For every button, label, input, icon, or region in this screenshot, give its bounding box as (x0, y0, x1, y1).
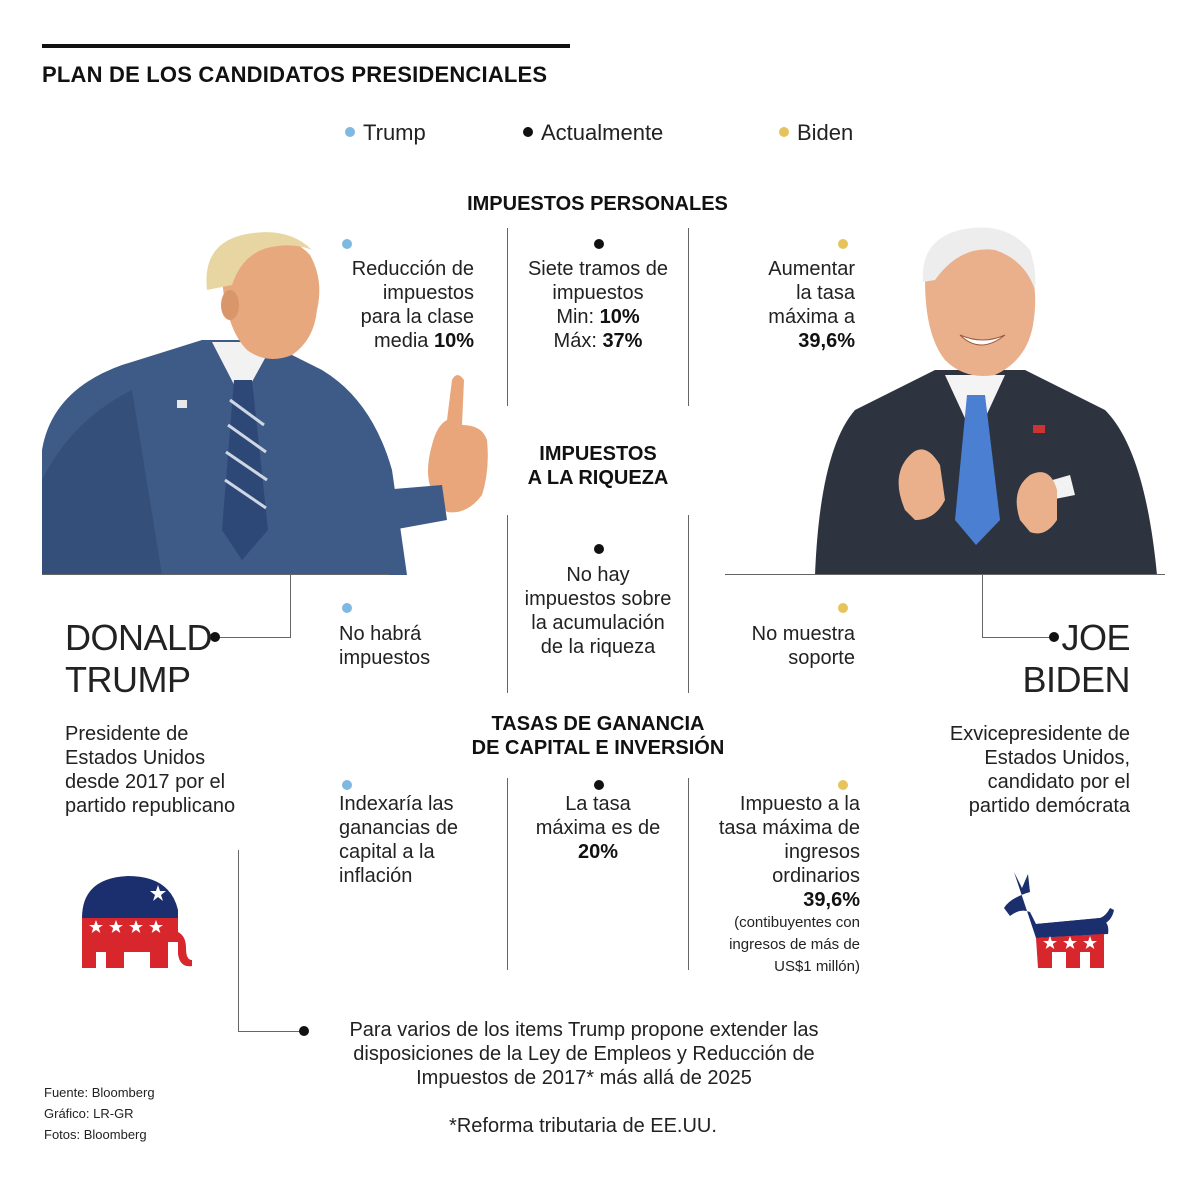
biden-desc-line1: Exvicepresidente de (949, 723, 1130, 745)
biden-name (1000, 617, 1130, 701)
footnote: *Reforma tributaria de EE.UU. (449, 1115, 717, 1137)
capital-trump-line2: ganancias de (339, 817, 458, 839)
personal-trump-line2: impuestos (382, 282, 474, 304)
wealth-trump-line1: No habrá (339, 623, 422, 645)
trump-connector-horizontal (215, 637, 291, 638)
legend-current-label: Actualmente (541, 120, 664, 145)
personal-trump-value: 10% (433, 330, 474, 352)
personal-trump-text (300, 257, 474, 353)
personal-current-min-value: 10% (599, 306, 640, 328)
capital-biden-note1: (contibuyentes con (734, 914, 860, 931)
republican-elephant-icon (80, 870, 195, 970)
note-connector-horizontal (238, 1031, 300, 1032)
divider-right-personal (688, 228, 689, 406)
capital-biden-line1: Impuesto a la (739, 793, 860, 815)
capital-current-value: 20% (577, 841, 619, 863)
personal-current-text (508, 257, 688, 353)
credits (44, 1082, 155, 1145)
current-dot-icon (594, 544, 604, 554)
capital-current-line2: máxima es de (535, 817, 661, 839)
note-line2: disposiciones de la Ley de Empleos y Reducción de (353, 1043, 815, 1065)
trump-description (65, 722, 285, 818)
legend-current (523, 120, 663, 146)
wealth-biden-line2: soporte (788, 647, 855, 669)
trump-last-name: TRUMP (65, 659, 191, 700)
democrat-donkey-icon (1000, 868, 1115, 973)
capital-trump-line1: Indexaría las (339, 793, 454, 815)
biden-first-name: JOE (1061, 617, 1130, 658)
legend-trump (345, 120, 426, 146)
biden-desc-line2: Estados Unidos, (984, 747, 1130, 769)
divider-left-personal (507, 228, 508, 406)
section-capital-title-line1: TASAS DE GANANCIA (491, 713, 705, 735)
wealth-current-text (508, 563, 688, 659)
note-line1: Para varios de los items Trump propone extender las (349, 1019, 819, 1041)
biden-desc-line4: partido demócrata (968, 795, 1130, 817)
capital-current-line1: La tasa (565, 793, 631, 815)
trump-dot-icon (342, 239, 352, 249)
capital-biden-note2: ingresos de más de (729, 936, 860, 953)
biden-dot-icon (838, 239, 848, 249)
trump-desc-line3: desde 2017 por el (65, 771, 226, 793)
trump-desc-line4: partido republicano (65, 795, 236, 817)
divider-left-capital (507, 778, 508, 970)
section-wealth-title-line1: IMPUESTOS (539, 443, 657, 465)
capital-biden-line2: tasa máxima de (718, 817, 860, 839)
section-capital-title-line2: DE CAPITAL E INVERSIÓN (471, 737, 725, 759)
trump-extension-note (318, 1018, 850, 1090)
trump-dot-icon (345, 127, 355, 137)
section-wealth-title (448, 442, 748, 490)
legend-trump-label: Trump (363, 120, 426, 145)
title-rule (42, 44, 570, 48)
personal-trump-line4: media (373, 330, 434, 352)
wealth-current-line3: la acumulación (531, 612, 665, 634)
legend-biden (779, 120, 853, 146)
biden-photo-baseline (725, 574, 1165, 575)
capital-trump-text (339, 792, 499, 888)
note-connector-dot-icon (299, 1026, 309, 1036)
biden-dot-icon (838, 780, 848, 790)
wealth-current-line2: impuestos sobre (524, 588, 672, 610)
biden-dot-icon (779, 127, 789, 137)
current-dot-icon (594, 239, 604, 249)
section-personal-title: IMPUESTOS PERSONALES (467, 193, 728, 215)
personal-current-min-label: Min: (556, 306, 600, 328)
wealth-biden-line1: No muestra (751, 623, 855, 645)
biden-connector-vertical (982, 574, 983, 638)
biden-dot-icon (838, 603, 848, 613)
capital-biden-value: 39,6% (803, 889, 860, 911)
personal-biden-line1: Aumentar (768, 258, 855, 280)
personal-biden-value: 39,6% (798, 330, 855, 352)
trump-dot-icon (342, 603, 352, 613)
wealth-trump-line2: impuestos (339, 647, 431, 669)
section-wealth-title-line2: A LA RIQUEZA (527, 467, 669, 489)
trump-first-name: DONALD (65, 617, 213, 658)
legend-biden-label: Biden (797, 120, 854, 145)
current-dot-icon (594, 780, 604, 790)
capital-biden-line4: ordinarios (772, 865, 860, 887)
trump-desc-line2: Estados Unidos (65, 747, 206, 769)
personal-current-line2: impuestos (552, 282, 644, 304)
wealth-current-line4: de la riqueza (540, 636, 656, 658)
personal-trump-line1: Reducción de (351, 258, 474, 280)
divider-right-capital (688, 778, 689, 970)
personal-current-max-value: 37% (602, 330, 643, 352)
trump-photo-baseline (42, 574, 389, 575)
wealth-biden-text (700, 622, 855, 670)
credit-photos: Fotos: Bloomberg (44, 1127, 147, 1142)
biden-description (905, 722, 1130, 818)
capital-biden-text (695, 792, 860, 978)
credit-source: Fuente: Bloomberg (44, 1085, 155, 1100)
note-line3: Impuestos de 2017* más allá de 2025 (416, 1067, 752, 1089)
trump-name (65, 617, 212, 701)
biden-last-name: BIDEN (1022, 659, 1130, 700)
trump-desc-line1: Presidente de (65, 723, 189, 745)
section-capital-title (398, 712, 798, 760)
trump-connector-vertical (290, 574, 291, 638)
note-connector-vertical (238, 850, 239, 1032)
infographic-title: PLAN DE LOS CANDIDATOS PRESIDENCIALES (42, 62, 548, 87)
current-dot-icon (523, 127, 533, 137)
personal-biden-line3: máxima a (768, 306, 855, 328)
wealth-current-line1: No hay (566, 564, 630, 586)
personal-trump-line3: para la clase (360, 306, 474, 328)
personal-biden-text (700, 257, 855, 353)
capital-trump-line4: inflación (339, 865, 413, 887)
personal-current-max-label: Máx: (553, 330, 603, 352)
trump-dot-icon (342, 780, 352, 790)
capital-biden-line3: ingresos (784, 841, 860, 863)
capital-current-text (508, 792, 688, 864)
credit-graphic: Gráfico: LR-GR (44, 1106, 134, 1121)
biden-desc-line3: candidato por el (987, 771, 1130, 793)
capital-trump-line3: capital a la (339, 841, 435, 863)
wealth-trump-text (339, 622, 489, 670)
personal-current-line1: Siete tramos de (527, 258, 669, 280)
divider-right-wealth (688, 515, 689, 693)
personal-biden-line2: la tasa (796, 282, 855, 304)
capital-biden-note3: US$1 millón) (774, 958, 860, 975)
